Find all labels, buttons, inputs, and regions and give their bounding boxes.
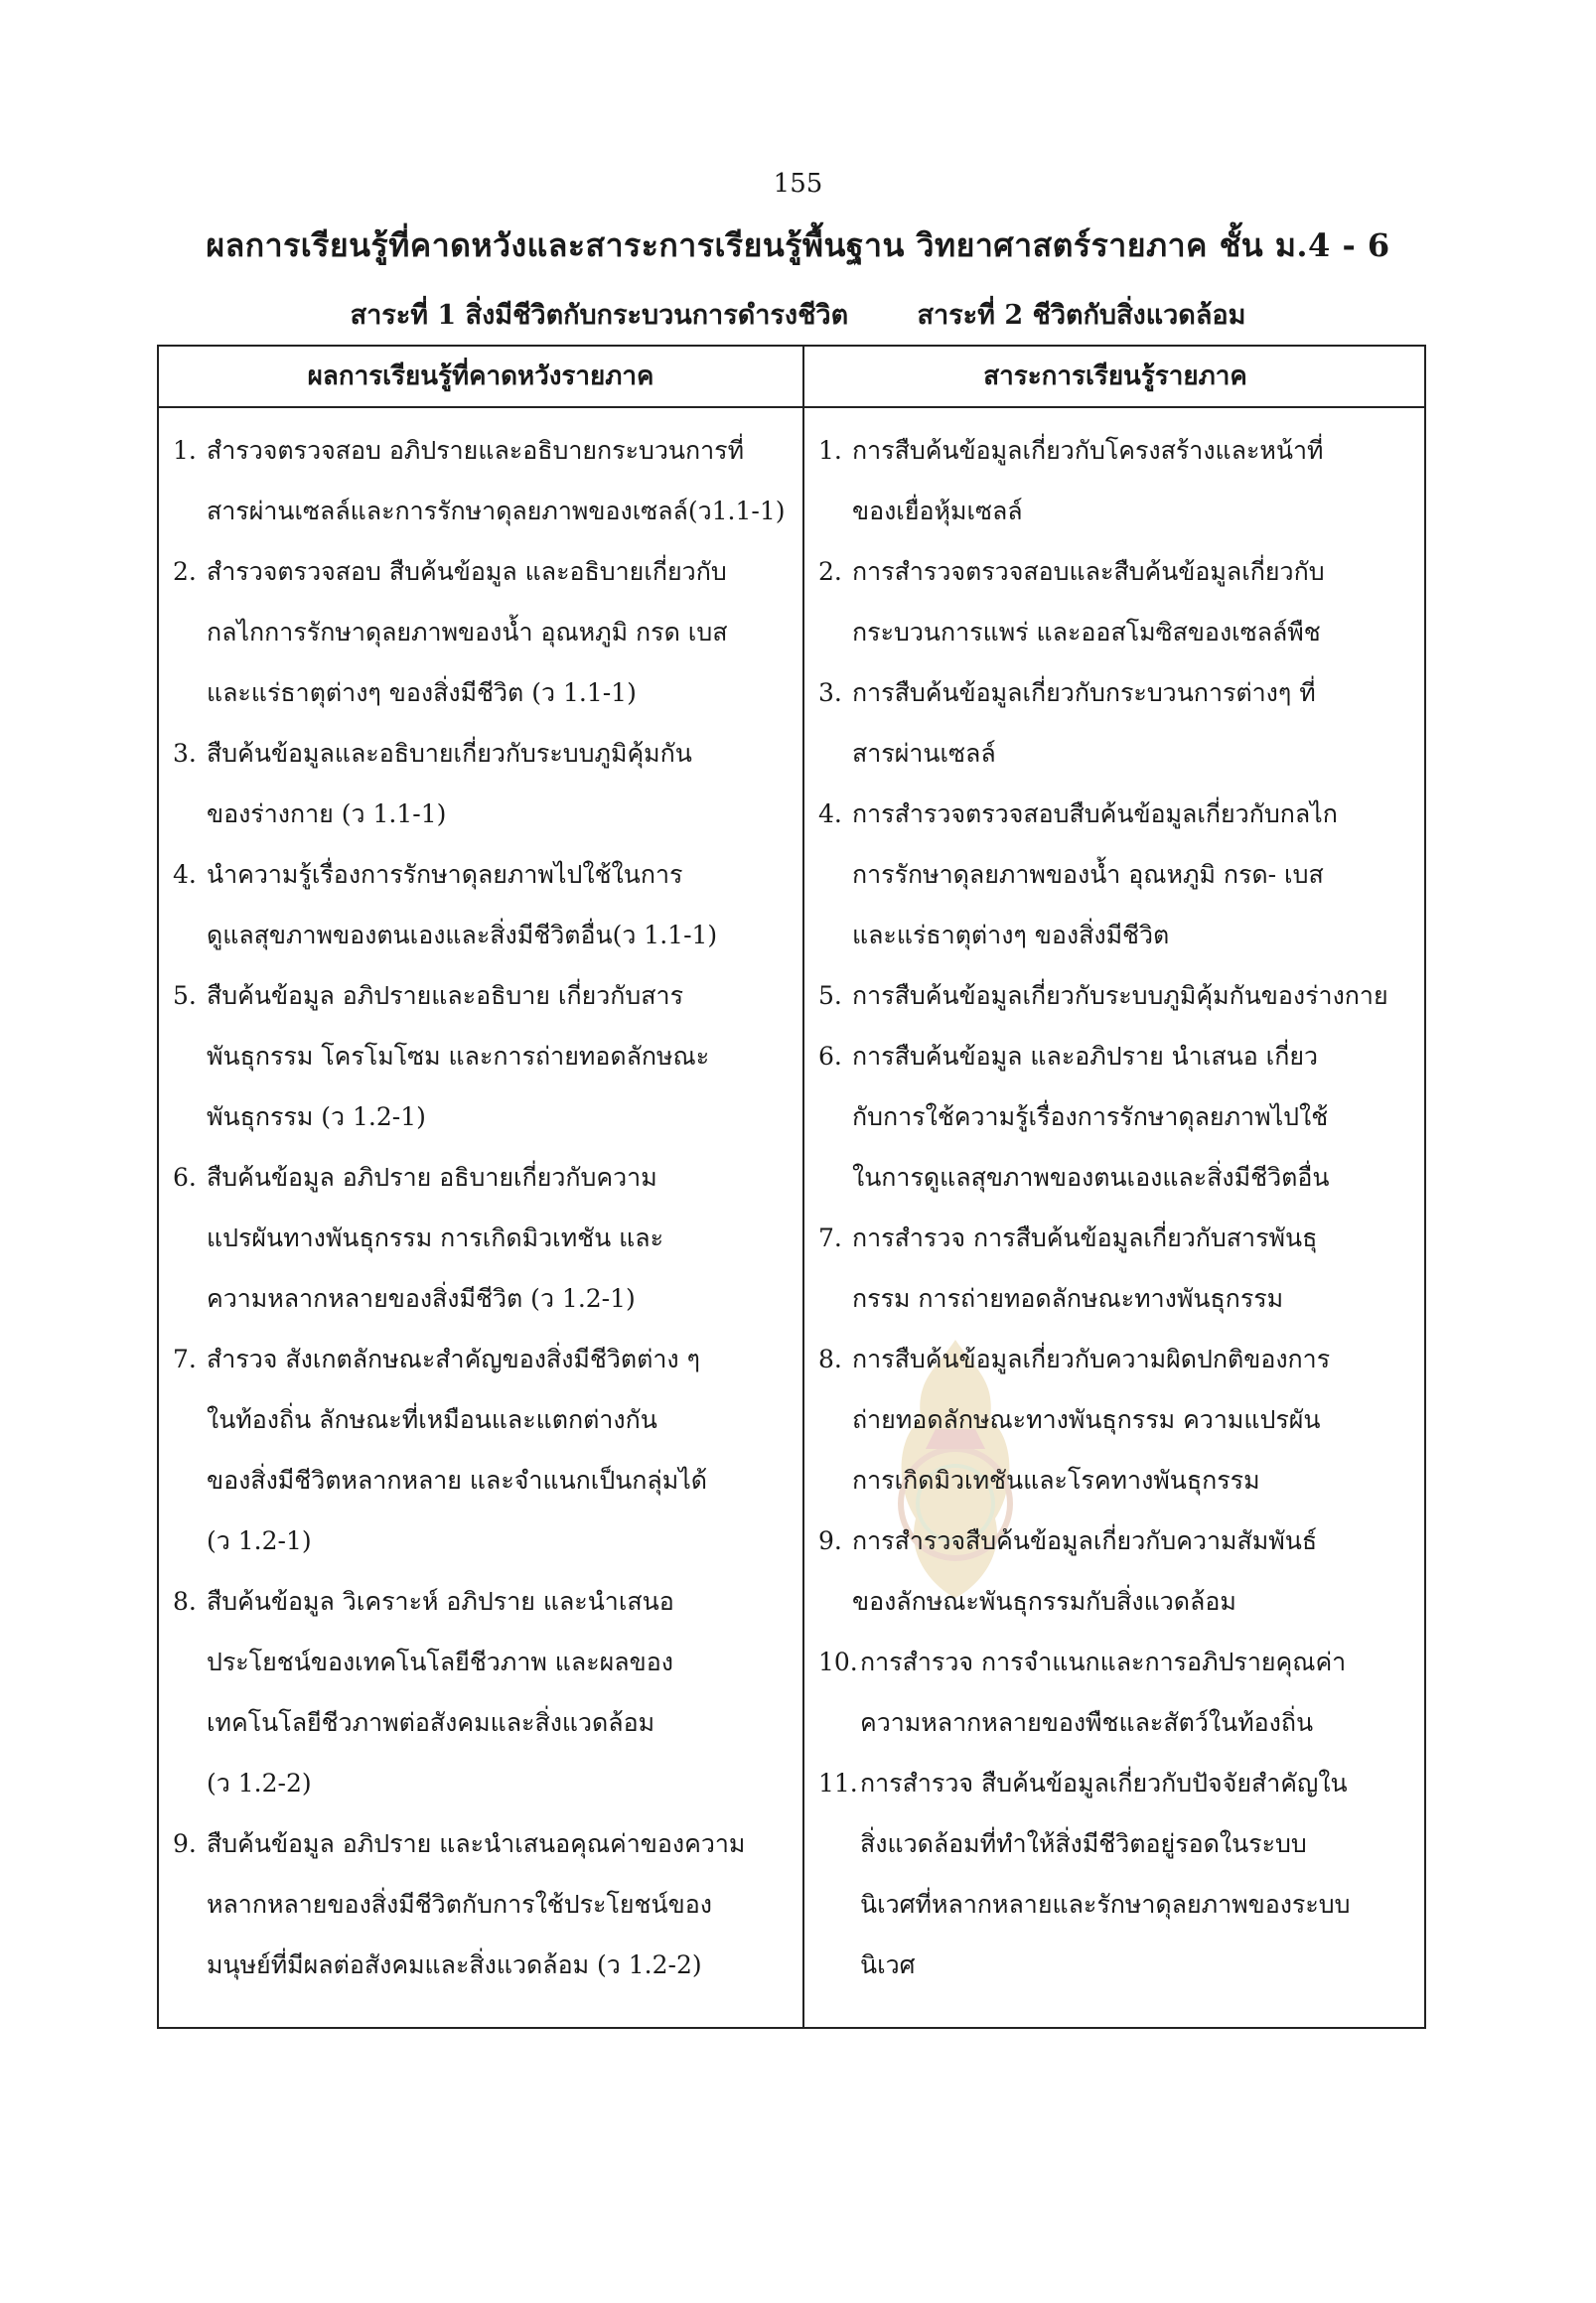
content-item bbox=[818, 420, 1414, 541]
item-number: 1. bbox=[173, 436, 197, 465]
content-item bbox=[818, 1753, 1414, 1995]
content-item bbox=[818, 662, 1414, 784]
outcome-item bbox=[173, 1571, 797, 1813]
item-text: สืบค้นข้อมูลและอธิบายเกี่ยวกับระบบภูมิคุ้มกัน ของร่างกาย (ว 1.1-1) bbox=[207, 739, 692, 828]
column-divider bbox=[802, 347, 804, 2027]
learning-outcomes-table bbox=[157, 345, 1426, 2029]
item-number: 2. bbox=[818, 557, 842, 586]
item-number: 5. bbox=[173, 981, 197, 1010]
item-number: 7. bbox=[818, 1223, 842, 1252]
content-item bbox=[818, 541, 1414, 662]
outcome-item bbox=[173, 1813, 797, 1995]
item-text: การสำรวจตรวจสอบและสืบค้นข้อมูลเกี่ยวกับ กระบวนการแพร่ และออสโมซิสของเซลล์พืช bbox=[852, 557, 1325, 647]
item-number: 2. bbox=[173, 557, 197, 586]
page-title: ผลการเรียนรู้ที่คาดหวังและสาระการเรียนรู้พื้นฐาน วิทยาศาสตร์รายภาค ชั้น ม.4 - 6 bbox=[206, 226, 1390, 264]
outcome-item bbox=[173, 420, 797, 541]
learning-content-column bbox=[818, 420, 1414, 1995]
table-header-row bbox=[159, 347, 1424, 408]
item-text: การสำรวจ การจำแนกและการอภิปรายคุณค่า ความหลากหลายของพืชและสัตว์ในท้องถิ่น bbox=[860, 1648, 1347, 1737]
subtitle bbox=[0, 293, 1596, 336]
item-number: 5. bbox=[818, 981, 842, 1010]
subtitle-strand-1: สาระที่ 1 สิ่งมีชีวิตกับกระบวนการดำรงชีวิต bbox=[350, 300, 849, 331]
content-item bbox=[818, 1026, 1414, 1208]
item-number: 8. bbox=[818, 1345, 842, 1373]
outcome-item bbox=[173, 1329, 797, 1571]
content-item bbox=[818, 1208, 1414, 1329]
item-text: สืบค้นข้อมูล อภิปรายและอธิบาย เกี่ยวกับสาร พันธุกรรม โครโมโซม และการถ่ายทอดลักษณะ พันธุกรรม (ว 1.2-1) bbox=[207, 981, 710, 1131]
outcome-item bbox=[173, 965, 797, 1147]
expected-outcomes-column bbox=[173, 420, 797, 1995]
item-text: การสำรวจสืบค้นข้อมูลเกี่ยวกับความสัมพันธ์ ของลักษณะพันธุกรรมกับสิ่งแวดล้อม bbox=[852, 1526, 1318, 1616]
item-number: 3. bbox=[173, 739, 197, 768]
content-item bbox=[818, 1632, 1414, 1753]
item-number: 9. bbox=[818, 1526, 842, 1555]
content-item bbox=[818, 1511, 1414, 1632]
item-text: นำความรู้เรื่องการรักษาดุลยภาพไปใช้ในการ ดูแลสุขภาพของตนเองและสิ่งมีชีวิตอื่น(ว 1.1-1) bbox=[207, 860, 718, 949]
item-text: สำรวจตรวจสอบ อภิปรายและอธิบายกระบวนการที่ สารผ่านเซลล์และการรักษาดุลยภาพของเซลล์(ว1.1-1) bbox=[207, 436, 786, 525]
item-number: 11. bbox=[818, 1769, 858, 1798]
subtitle-strand-2: สาระที่ 2 ชีวิตกับสิ่งแวดล้อม bbox=[917, 300, 1246, 331]
item-text: การสำรวจ สืบค้นข้อมูลเกี่ยวกับปัจจัยสำคัญใน สิ่งแวดล้อมที่ทำให้สิ่งมีชีวิตอยู่รอดในระบบ นิเวศที่หลากหลายและรักษาดุลยภาพของระบบ นิเวศ bbox=[860, 1769, 1351, 1979]
item-text: การสำรวจ การสืบค้นข้อมูลเกี่ยวกับสารพันธุ กรรม การถ่ายทอดลักษณะทางพันธุกรรม bbox=[852, 1223, 1318, 1313]
item-text: สำรวจ สังเกตลักษณะสำคัญของสิ่งมีชีวิตต่าง ๆ ในท้องถิ่น ลักษณะที่เหมือนและแตกต่างกัน ของสิ่งมีชีวิตหลากหลาย และจำแนกเป็นกลุ่มได้ (ว 1.2-1) bbox=[207, 1345, 708, 1555]
item-number: 7. bbox=[173, 1345, 197, 1373]
content-item bbox=[818, 965, 1414, 1026]
outcome-item bbox=[173, 723, 797, 844]
outcome-item bbox=[173, 1147, 797, 1329]
item-text: การสืบค้นข้อมูลเกี่ยวกับกระบวนการต่างๆ ที่ สารผ่านเซลล์ bbox=[852, 678, 1316, 768]
item-text: การสืบค้นข้อมูล และอภิปราย นำเสนอ เกี่ยว กับการใช้ความรู้เรื่องการรักษาดุลยภาพไปใช้ ในการดูแลสุขภาพของตนเองและสิ่งมีชีวิตอื่น bbox=[852, 1042, 1330, 1192]
item-text: สืบค้นข้อมูล อภิปราย อธิบายเกี่ยวกับความ แปรผันทางพันธุกรรม การเกิดมิวเทชัน และ ความหลากหลายของสิ่งมีชีวิต (ว 1.2-1) bbox=[207, 1163, 664, 1313]
item-text: สืบค้นข้อมูล วิเคราะห์ อภิปราย และนำเสนอ ประโยชน์ของเทคโนโลยีชีวภาพ และผลของ เทคโนโลยีชีวภาพต่อสังคมและสิ่งแวดล้อม (ว 1.2-2) bbox=[207, 1587, 674, 1798]
item-number: 1. bbox=[818, 436, 842, 465]
item-text: สำรวจตรวจสอบ สืบค้นข้อมูล และอธิบายเกี่ยวกับ กลไกการรักษาดุลยภาพของน้ำ อุณหภูมิ กรด เบส และแร่ธาตุต่างๆ ของสิ่งมีชีวิต (ว 1.1-1) bbox=[207, 557, 728, 707]
page-number: 155 bbox=[773, 169, 823, 199]
item-text: การสืบค้นข้อมูลเกี่ยวกับโครงสร้างและหน้าที่ ของเยื่อหุ้มเซลล์ bbox=[852, 436, 1324, 525]
item-text: การสืบค้นข้อมูลเกี่ยวกับระบบภูมิคุ้มกันของร่างกาย bbox=[852, 981, 1388, 1010]
item-number: 6. bbox=[173, 1163, 197, 1192]
outcome-item bbox=[173, 541, 797, 723]
item-number: 4. bbox=[173, 860, 197, 889]
item-number: 9. bbox=[173, 1829, 197, 1858]
item-number: 10. bbox=[818, 1648, 858, 1676]
outcome-item bbox=[173, 844, 797, 965]
item-text: การสำรวจตรวจสอบสืบค้นข้อมูลเกี่ยวกับกลไก การรักษาดุลยภาพของน้ำ อุณหภูมิ กรด- เบส และแร่ธาตุต่างๆ ของสิ่งมีชีวิต bbox=[852, 799, 1338, 949]
header-expected-outcomes: ผลการเรียนรู้ที่คาดหวังรายภาค bbox=[307, 361, 654, 391]
item-number: 4. bbox=[818, 799, 842, 828]
item-number: 8. bbox=[173, 1587, 197, 1616]
content-item bbox=[818, 784, 1414, 965]
header-learning-content: สาระการเรียนรู้รายภาค bbox=[983, 361, 1247, 391]
item-text: การสืบค้นข้อมูลเกี่ยวกับความผิดปกติของการ ถ่ายทอดลักษณะทางพันธุกรรม ความแปรผัน การเกิดมิวเทชันและโรคทางพันธุกรรม bbox=[852, 1345, 1331, 1495]
item-text: สืบค้นข้อมูล อภิปราย และนำเสนอคุณค่าของความ หลากหลายของสิ่งมีชีวิตกับการใช้ประโยชน์ของ มนุษย์ที่มีผลต่อสังคมและสิ่งแวดล้อม (ว 1.2-2) bbox=[207, 1829, 746, 1979]
item-number: 3. bbox=[818, 678, 842, 707]
item-number: 6. bbox=[818, 1042, 842, 1071]
content-item bbox=[818, 1329, 1414, 1511]
